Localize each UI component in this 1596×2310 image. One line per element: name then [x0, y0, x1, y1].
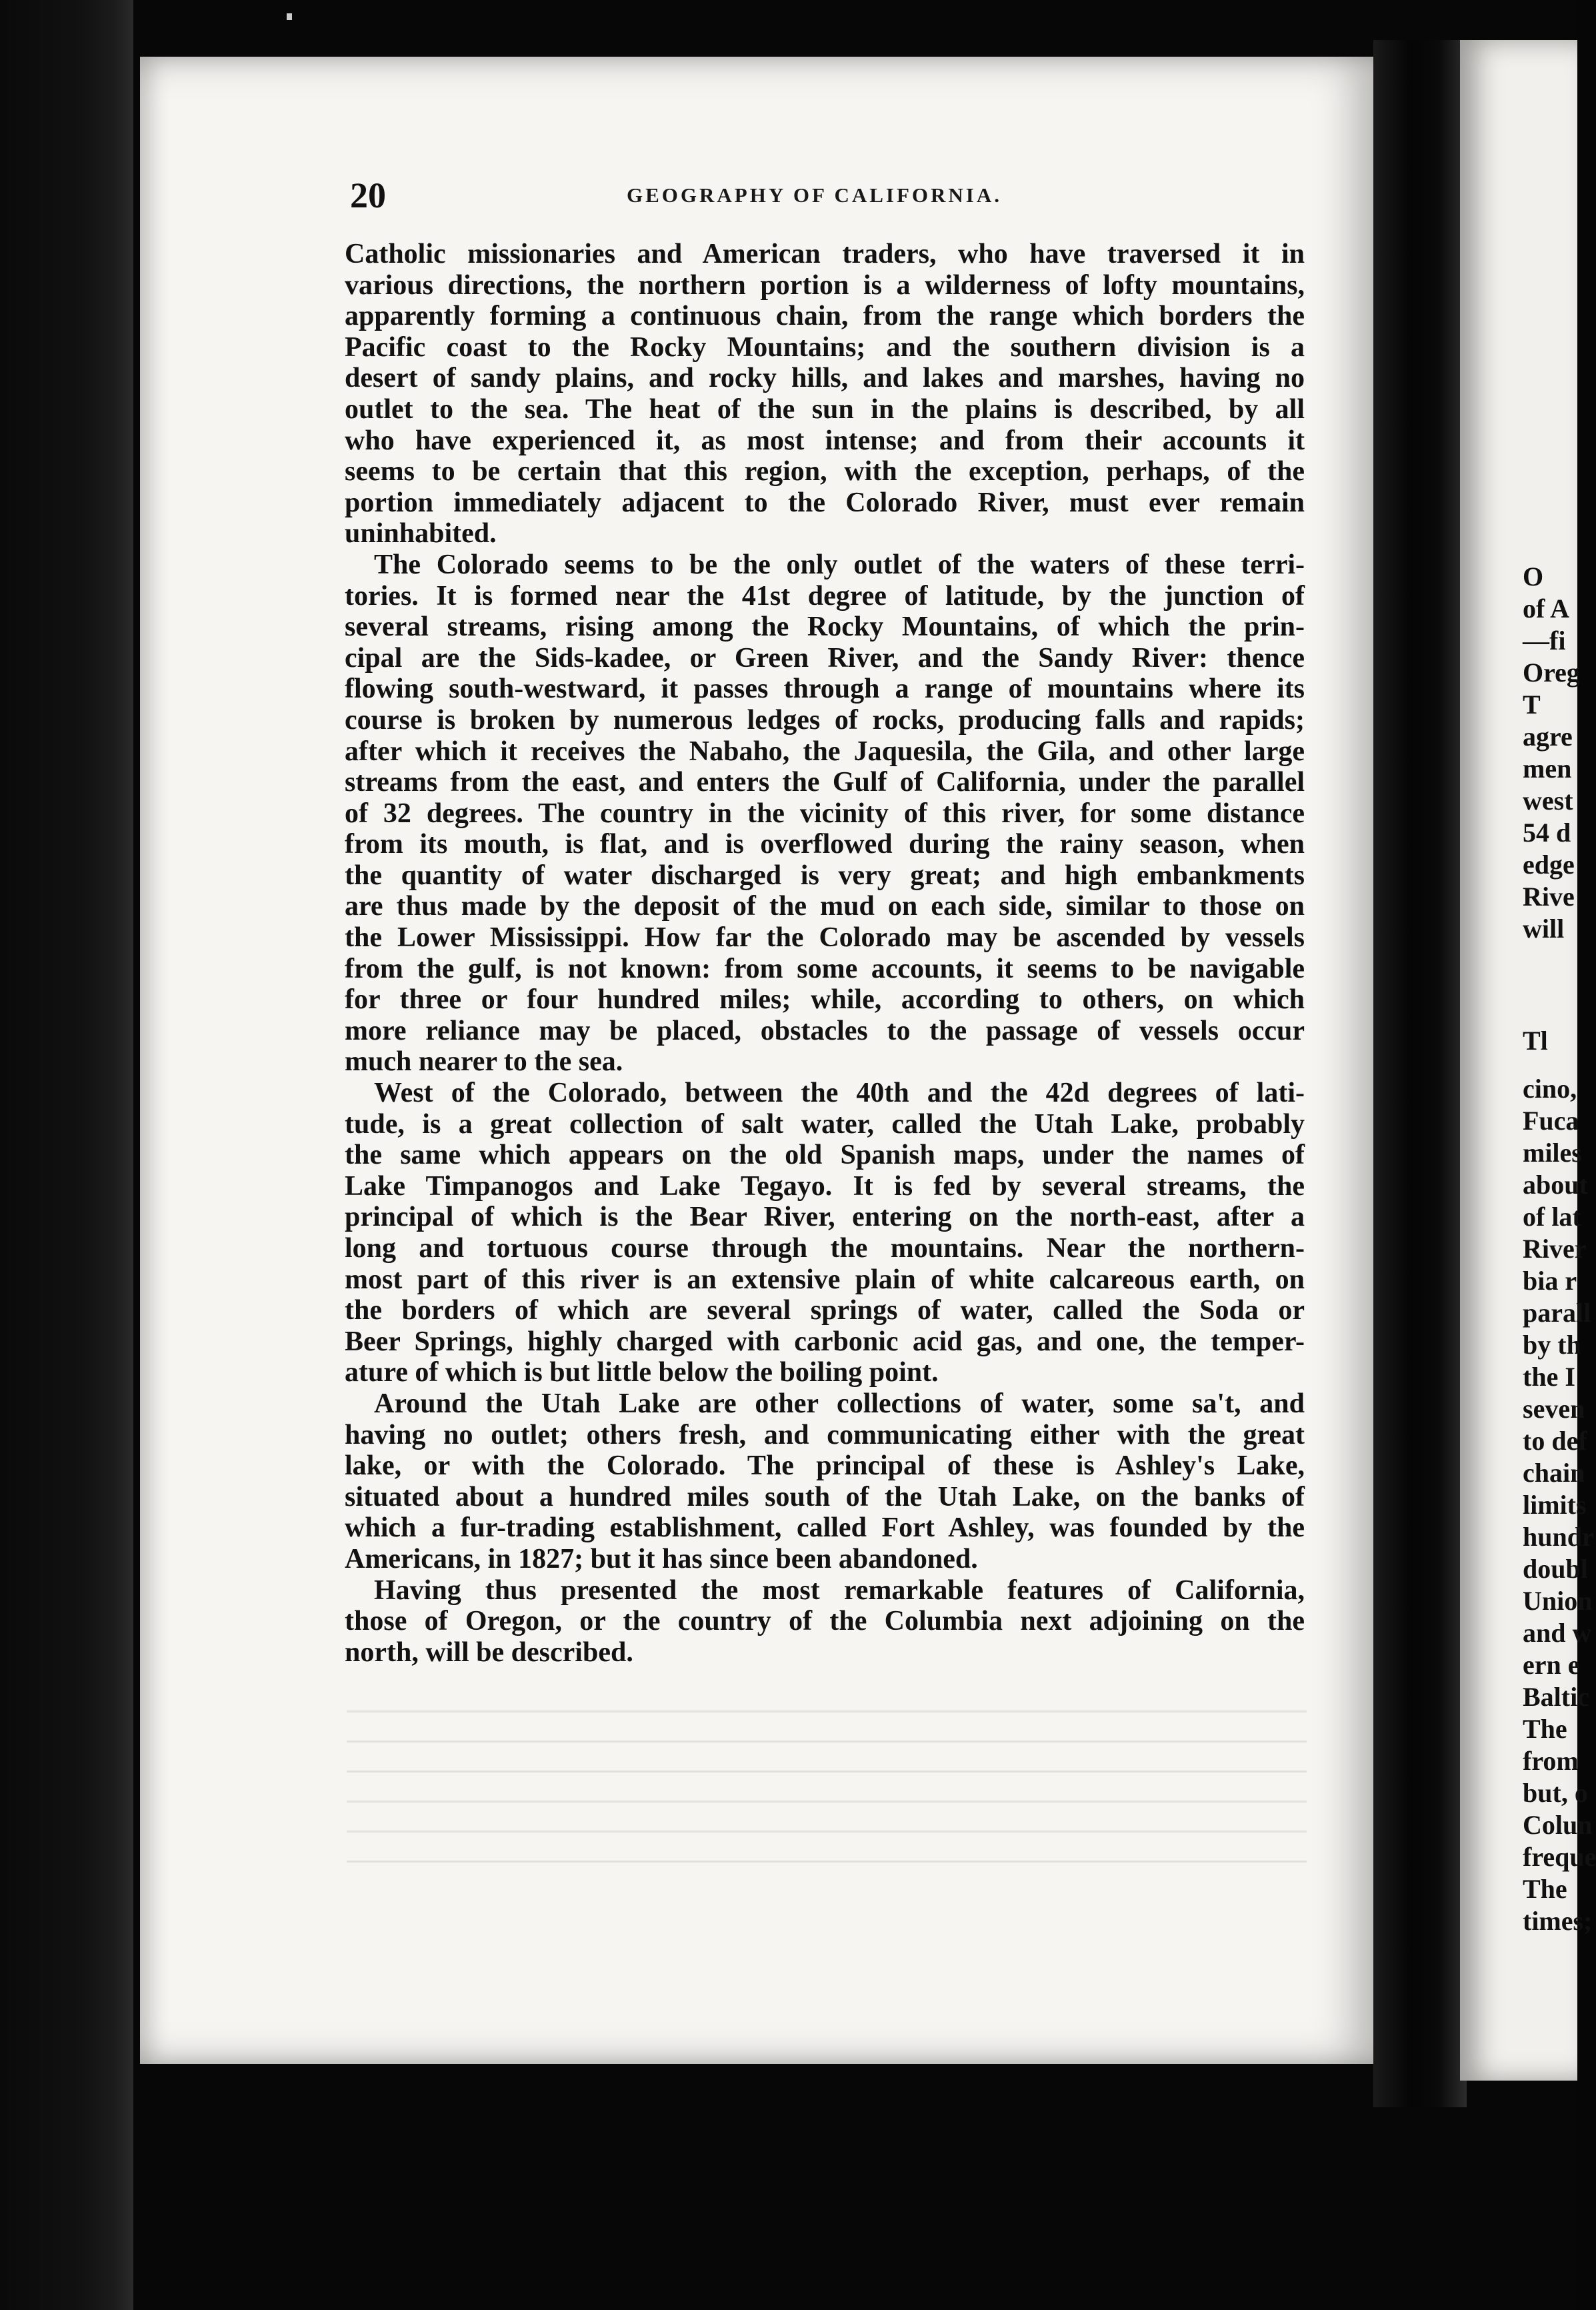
next-page-text-fragment: hundr: [1523, 1522, 1594, 1552]
text-line: more reliance may be placed, obstacles to the passage of vessels occur: [345, 1015, 1305, 1046]
next-page-text-fragment: The: [1523, 1874, 1567, 1904]
next-page-text-fragment: about: [1523, 1170, 1588, 1200]
next-page-text-fragment: but, o: [1523, 1778, 1588, 1808]
text-line: from the gulf, is not known: from some accounts, it seems to be navigable: [345, 953, 1305, 984]
text-line: apparently forming a continuous chain, from the range which borders the: [345, 301, 1305, 332]
text-line: much nearer to the sea.: [345, 1046, 623, 1078]
text-line: Pacific coast to the Rocky Mountains; and the southern division is a: [345, 331, 1305, 363]
next-page-text-fragment: parall: [1523, 1298, 1591, 1328]
text-line: Americans, in 1827; but it has since been abandoned.: [345, 1543, 978, 1574]
next-page-text-fragment: limits: [1523, 1490, 1587, 1520]
text-line: streams from the east, and enters the Gulf of California, under the parallel: [345, 767, 1305, 798]
text-line: lake, or with the Colorado. The principal of these is Ashley's Lake,: [345, 1450, 1305, 1482]
body-text: [345, 239, 1305, 1668]
text-line: tories. It is formed near the 41st degree of latitude, by the junction of: [345, 580, 1305, 612]
page-number: 20: [350, 175, 386, 215]
book-page-right-partial: [1460, 40, 1596, 2081]
text-line: the quantity of water discharged is very great; and high embankments: [345, 860, 1305, 891]
next-page-text-fragment: times;: [1523, 1906, 1593, 1936]
next-page-text-fragment: cino,: [1523, 1074, 1577, 1104]
text-line: having no outlet; others fresh, and communicating either with the great: [345, 1419, 1305, 1450]
text-line: Having thus presented the most remarkable features of California,: [374, 1574, 1305, 1606]
next-page-text-fragment: chain: [1523, 1458, 1585, 1488]
next-page-text-fragment: Tl: [1523, 1026, 1548, 1056]
next-page-text-fragment: seven: [1523, 1394, 1585, 1424]
text-line: desert of sandy plains, and rocky hills, and lakes and marshes, having no: [345, 363, 1305, 394]
next-page-text-fragment: will: [1523, 914, 1565, 944]
text-line: Beer Springs, highly charged with carbonic acid gas, and one, the temper-: [345, 1326, 1305, 1357]
text-line: north, will be described.: [345, 1636, 633, 1668]
next-page-text-fragment: edge: [1523, 850, 1575, 880]
text-line: various directions, the northern portion is a wilderness of lofty mountains,: [345, 269, 1305, 301]
text-line: tude, is a great collection of salt water, called the Utah Lake, probably: [345, 1108, 1305, 1140]
text-line: those of Oregon, or the country of the Columbia next adjoining on the: [345, 1606, 1305, 1637]
next-page-text-fragment: by th: [1523, 1330, 1581, 1360]
next-page-text-fragment: Union: [1523, 1586, 1593, 1616]
text-line: several streams, rising among the Rocky Mountains, of which the prin-: [345, 612, 1305, 643]
text-line: Lake Timpanogos and Lake Tegayo. It is fed by several streams, the: [345, 1170, 1305, 1202]
book-gutter: [1373, 40, 1467, 2107]
text-line: course is broken by numerous ledges of rocks, producing falls and rapids;: [345, 704, 1305, 736]
next-page-text-fragment: ern e: [1523, 1650, 1580, 1680]
text-line: ature of which is but little below the boiling point.: [345, 1357, 939, 1388]
next-page-text-fragment: doubl: [1523, 1554, 1588, 1584]
next-page-text-fragment: west: [1523, 786, 1573, 816]
text-line: principal of which is the Bear River, entering on the north-east, after a: [345, 1202, 1305, 1233]
next-page-text-fragment: Baltic: [1523, 1682, 1589, 1712]
next-page-text-fragment: T: [1523, 690, 1541, 720]
text-line: after which it receives the Nabaho, the Jaquesila, the Gila, and other large: [345, 736, 1305, 767]
next-page-text-fragment: River: [1523, 1234, 1587, 1264]
text-line: West of the Colorado, between the 40th and the 42d degrees of lati-: [374, 1078, 1305, 1109]
page-header: [207, 175, 1300, 215]
bleed-through-text: [347, 1710, 1307, 1911]
next-page-text-fragment: —fi: [1523, 626, 1566, 656]
text-line: The Colorado seems to be the only outlet of the waters of these terri-: [374, 549, 1305, 580]
text-line: Catholic missionaries and American traders, who have traversed it in: [345, 239, 1305, 269]
next-page-text-fragment: of A: [1523, 594, 1569, 624]
text-line: cipal are the Sids-kadee, or Green River, and the Sandy River: thence: [345, 642, 1305, 674]
text-line: most part of this river is an extensive plain of white calcareous earth, on: [345, 1264, 1305, 1295]
text-line: seems to be certain that this region, with the exception, perhaps, of the: [345, 456, 1305, 487]
next-page-text-fragment: Rive: [1523, 882, 1575, 912]
text-line: of 32 degrees. The country in the vicinity of this river, for some distance: [345, 798, 1305, 829]
text-line: Around the Utah Lake are other collections of water, some sa't, and: [374, 1388, 1305, 1419]
text-line: situated about a hundred miles south of the Utah Lake, on the banks of: [345, 1481, 1305, 1512]
next-page-text-fragment: miles: [1523, 1138, 1582, 1168]
text-line: the borders of which are several springs of water, called the Soda or: [345, 1295, 1305, 1326]
next-page-text-fragment: O: [1523, 561, 1544, 592]
text-line: which a fur-trading establishment, called Fort Ashley, was founded by the: [345, 1512, 1305, 1544]
next-page-text-fragment: men: [1523, 754, 1572, 784]
text-line: outlet to the sea. The heat of the sun in the plains is described, by all: [345, 393, 1305, 425]
text-line: are thus made by the deposit of the mud on each side, similar to those on: [345, 891, 1305, 922]
next-page-text-fragment: agre: [1523, 722, 1573, 752]
text-line: from its mouth, is flat, and is overflowed during the rainy season, when: [345, 829, 1305, 860]
next-page-text-fragment: bia r: [1523, 1266, 1577, 1296]
running-head: GEOGRAPHY OF CALIFORNIA.: [627, 183, 1003, 207]
text-line: who have experienced it, as most intense; and from their accounts it: [345, 425, 1305, 456]
next-page-text-fragment: Oreg: [1523, 658, 1580, 688]
text-line: long and tortuous course through the mountains. Near the northern-: [345, 1233, 1305, 1264]
text-line: the same which appears on the old Spanish maps, under the names of: [345, 1140, 1305, 1171]
next-page-text-fragment: freque: [1523, 1842, 1596, 1872]
next-page-text-fragment: of lat: [1523, 1202, 1581, 1232]
text-line: flowing south-westward, it passes through a range of mountains where its: [345, 674, 1305, 705]
next-page-text-fragment: and w: [1523, 1618, 1592, 1648]
next-page-text-fragment: Fuca: [1523, 1106, 1579, 1136]
scan-left-margin: [0, 0, 133, 2310]
next-page-text-fragment: The: [1523, 1714, 1567, 1744]
scan-speck: [287, 13, 292, 20]
next-page-text-fragment: Colun: [1523, 1810, 1593, 1840]
text-line: portion immediately adjacent to the Colorado River, must ever remain: [345, 487, 1305, 518]
next-page-text-fragment: from: [1523, 1746, 1579, 1776]
next-page-text-fragment: the I: [1523, 1362, 1575, 1392]
next-page-text-fragment: to def: [1523, 1426, 1587, 1456]
text-line: uninhabited.: [345, 518, 497, 549]
text-line: for three or four hundred miles; while, according to others, on which: [345, 984, 1305, 1016]
text-line: the Lower Mississippi. How far the Colorado may be ascended by vessels: [345, 922, 1305, 954]
next-page-text-fragment: 54 d: [1523, 818, 1571, 848]
